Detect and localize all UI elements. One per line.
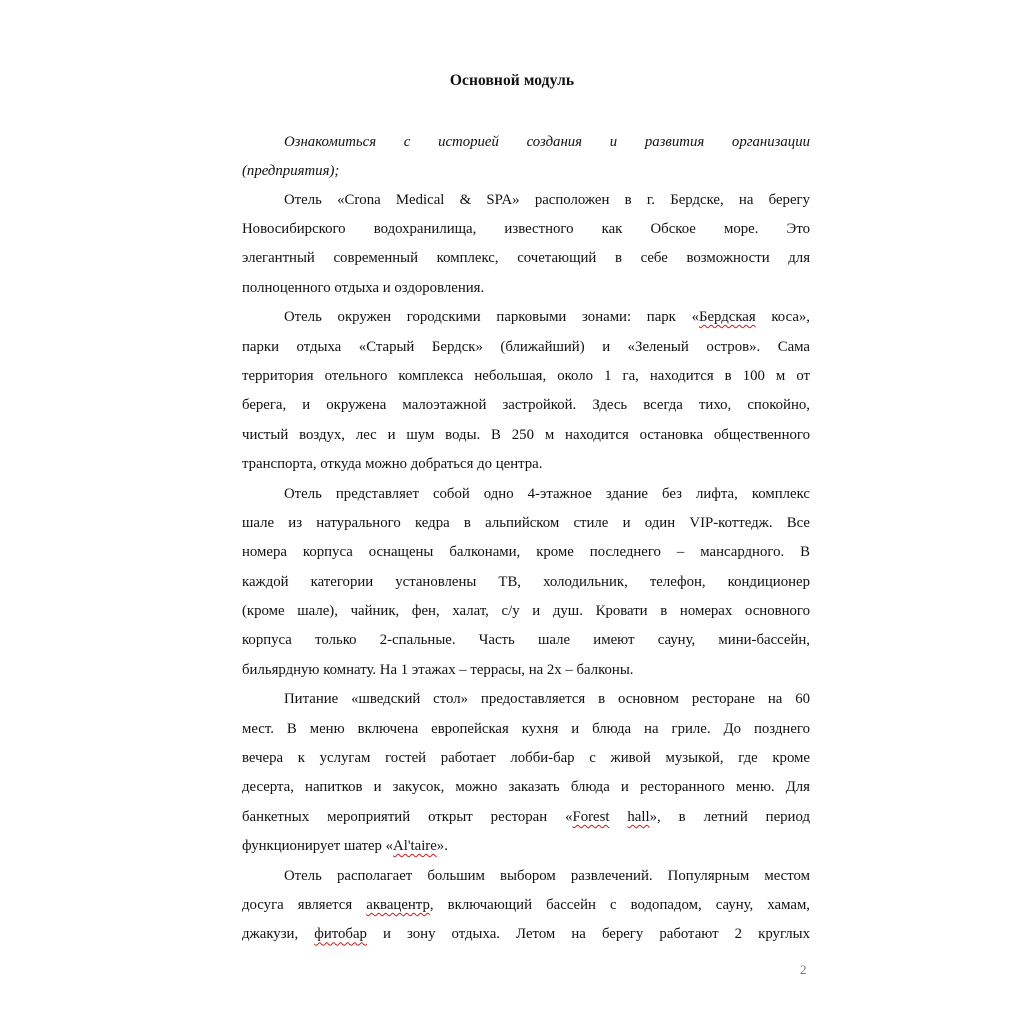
text-line: полноценного отдыха и оздоровления. bbox=[242, 279, 485, 296]
text-segment: банкетных мероприятий открыт ресторан « bbox=[242, 808, 573, 825]
text-line: территория отельного комплекса небольшая, около 1 га, находится в 100 м от bbox=[242, 367, 810, 384]
text-line bbox=[242, 832, 810, 861]
spellcheck-word: Бердская bbox=[698, 309, 756, 326]
text-segment: и зону отдыха. Летом на берегу работают 2 круглых bbox=[366, 926, 810, 943]
text-line bbox=[242, 891, 810, 920]
document-body bbox=[242, 128, 810, 950]
spellcheck-word: фитобар bbox=[314, 926, 367, 943]
paragraph bbox=[242, 480, 810, 686]
text-segment bbox=[609, 809, 627, 825]
text-line: номера корпуса оснащены балконами, кроме последнего – мансардного. В bbox=[242, 544, 810, 561]
text-line: десерта, напитков и закусок, можно заказать блюда и ресторанного меню. Для bbox=[242, 779, 810, 796]
spellcheck-word: hall bbox=[627, 808, 650, 825]
text-line bbox=[242, 803, 810, 832]
text-segment: досуга является bbox=[242, 896, 367, 913]
intro-paragraph bbox=[242, 128, 810, 186]
text-segment: , включающий бассейн с водопадом, сауну, хамам, bbox=[429, 896, 811, 913]
text-line: (предприятия); bbox=[242, 162, 340, 179]
paragraph bbox=[242, 303, 810, 479]
text-line: мест. В меню включена европейская кухня и блюда на гриле. До позднего bbox=[242, 720, 810, 737]
text-line: берега, и окружена малоэтажной застройкой. Здесь всегда тихо, спокойно, bbox=[242, 397, 810, 414]
text-line: каждой категории установлены ТВ, холодильник, телефон, кондиционер bbox=[242, 573, 810, 590]
text-line: (кроме шале), чайник, фен, халат, с/у и душ. Кровати в номерах основного bbox=[242, 603, 810, 620]
text-line: чистый воздух, лес и шум воды. В 250 м находится остановка общественного bbox=[242, 426, 810, 443]
text-line: транспорта, откуда можно добраться до центра. bbox=[242, 456, 543, 473]
text-line: парки отдыха «Старый Бердск» (ближайший) и «Зеленый остров». Сама bbox=[242, 338, 810, 355]
text-segment: Отель окружен городскими парковыми зонами: парк « bbox=[284, 309, 699, 326]
text-line: Отель располагает большим выбором развлечений. Популярным местом bbox=[284, 867, 810, 884]
text-line: бильярдную комнату. На 1 этажах – террасы, на 2х – балконы. bbox=[242, 661, 634, 678]
page-number: 2 bbox=[800, 962, 807, 977]
paragraph bbox=[242, 685, 810, 861]
text-line: Питание «шведский стол» предоставляется в основном ресторане на 60 bbox=[284, 691, 810, 708]
text-segment: функционирует шатер « bbox=[242, 838, 394, 855]
text-line: шале из натурального кедра в альпийском стиле и один VIP-коттедж. Все bbox=[242, 514, 810, 531]
text-line: корпуса только 2-спальные. Часть шале имеют сауну, мини-бассейн, bbox=[242, 632, 810, 649]
spellcheck-word: Forest bbox=[572, 808, 610, 825]
text-line bbox=[242, 303, 810, 332]
text-line: Отель «Crona Medical & SPA» расположен в г. Бердске, на берегу bbox=[284, 191, 810, 208]
text-line: элегантный современный комплекс, сочетающий в себе возможности для bbox=[242, 250, 810, 267]
text-line: Ознакомиться с историей создания и развития организации bbox=[284, 134, 810, 150]
text-segment: джакузи, bbox=[242, 926, 315, 943]
spellcheck-word: Al'taire bbox=[393, 838, 437, 855]
paragraph bbox=[242, 186, 810, 304]
paragraph bbox=[242, 862, 810, 950]
text-line bbox=[242, 920, 810, 949]
text-segment: », в летний период bbox=[649, 808, 810, 825]
text-segment: коса», bbox=[755, 309, 810, 326]
text-segment: ». bbox=[436, 838, 448, 855]
spellcheck-word: аквацентр bbox=[366, 896, 430, 913]
text-line: вечера к услугам гостей работает лобби-бар с живой музыкой, где кроме bbox=[242, 750, 810, 767]
text-line: Отель представляет собой одно 4-этажное здание без лифта, комплекс bbox=[284, 485, 810, 502]
text-line: Новосибирского водохранилища, известного как Обское море. Это bbox=[242, 220, 810, 237]
page-title: Основной модуль bbox=[449, 72, 575, 89]
